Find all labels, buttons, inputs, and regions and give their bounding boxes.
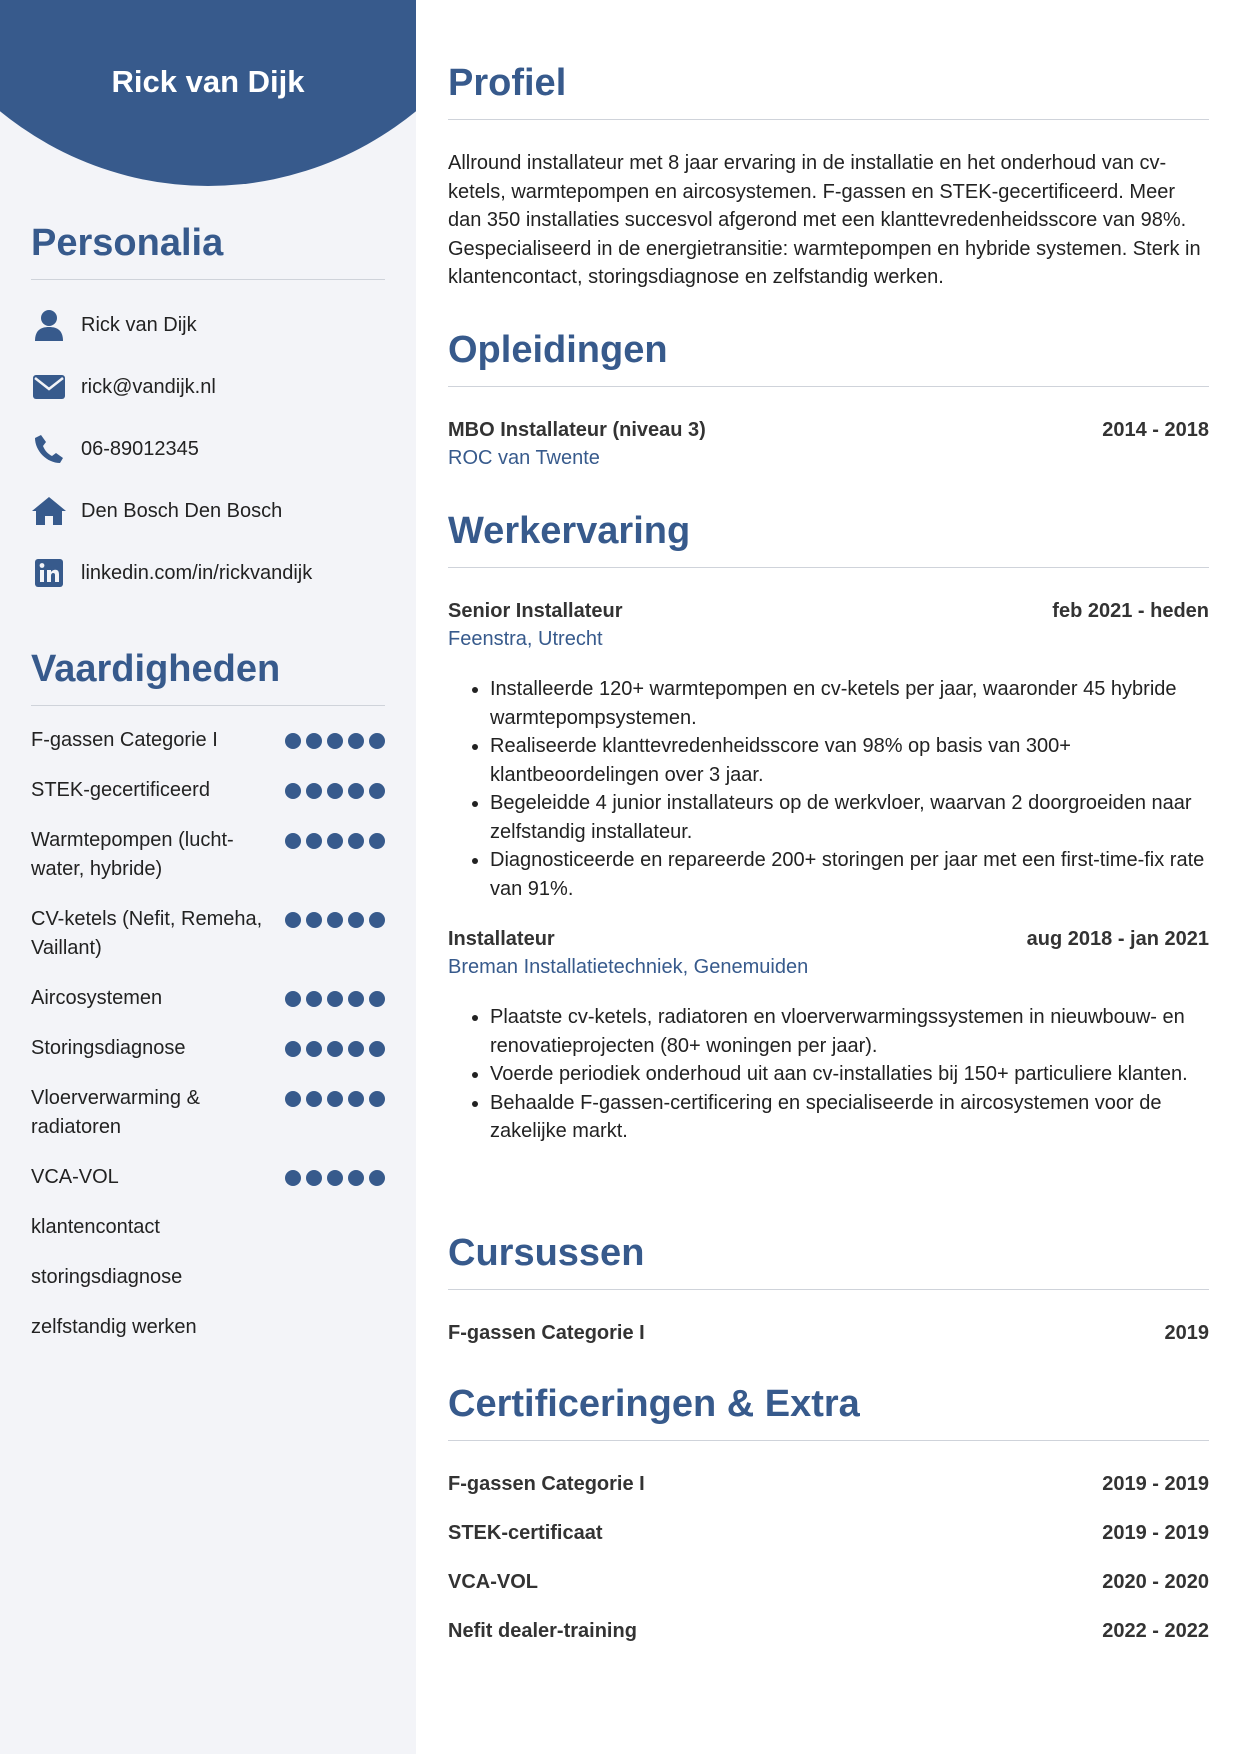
course-row <box>448 1319 1209 1347</box>
rating-dot <box>306 783 322 799</box>
certifications-title: Certificeringen & Extra <box>448 1383 1209 1441</box>
profile-text: Allround installateur met 8 jaar ervaring in de installatie en het onderhoud van cv-ketels, warmtepompen en aircosystemen. F-gassen en STEK-gecertificeerd. Meer dan 350 installaties succesvol afgerond met een klanttevredenheidsscore van 98%. Gespecialiseerd in de energietransitie: warmtepompen en hybride systemen. Sterk in klantencontact, storingsdiagnose en zelfstandig werken. <box>448 152 1201 288</box>
rating-dot <box>348 733 364 749</box>
contact-list <box>31 294 385 604</box>
rating-dot <box>327 783 343 799</box>
education-school: ROC van Twente <box>448 447 600 469</box>
courses-section <box>448 1232 1209 1368</box>
bullet-item: • Installeerde 120+ warmtepompen en cv-ketels per jaar, waaronder 45 hybride warmtepompsystemen. <box>490 675 1209 732</box>
rating-dot <box>327 1091 343 1107</box>
skill-rating <box>285 826 385 849</box>
rating-dot <box>348 1041 364 1057</box>
skill-row <box>31 1034 385 1063</box>
experience-period: aug 2018 - jan 2021 <box>1026 928 1209 950</box>
personalia-section <box>31 222 385 604</box>
bullet-item: • Behaalde F-gassen-certificering en specialiseerde in aircosystemen voor de zakelijke markt. <box>490 1089 1209 1146</box>
experience-section <box>448 510 1209 1146</box>
sidebar <box>0 0 416 1754</box>
courses-title: Cursussen <box>448 1232 1209 1290</box>
skill-rating <box>285 1084 385 1107</box>
skills-section <box>31 648 385 1363</box>
skills-title: Vaardigheden <box>31 648 385 706</box>
rating-dot <box>348 783 364 799</box>
experience-role: Senior Installateur <box>448 600 623 622</box>
rating-dot <box>285 1091 301 1107</box>
certification-period: 2022 - 2022 <box>1102 1620 1209 1642</box>
bullet-item: • Voerde periodiek onderhoud uit aan cv-installaties bij 150+ particuliere klanten. <box>490 1060 1209 1089</box>
bullet-item: • Begeleidde 4 junior installateurs op de werkvloer, waarvan 2 doorgroeiden naar zelfstandig installateur. <box>490 789 1209 846</box>
rating-dot <box>348 1091 364 1107</box>
skill-row <box>31 1084 385 1142</box>
skill-name: klantencontact <box>31 1216 160 1238</box>
skill-name: F-gassen Categorie I <box>31 729 218 751</box>
experience-entry-2 <box>448 925 1209 1146</box>
experience-title: Werkervaring <box>448 510 1209 568</box>
skill-name: zelfstandig werken <box>31 1316 197 1338</box>
home-icon <box>31 493 67 529</box>
education-period: 2014 - 2018 <box>1102 419 1209 441</box>
profile-section <box>448 62 1209 292</box>
rating-dot <box>369 1170 385 1186</box>
rating-dot <box>306 1041 322 1057</box>
skill-row <box>31 726 385 755</box>
education-degree: MBO Installateur (niveau 3) <box>448 419 706 441</box>
contact-phone-row[interactable] <box>31 418 385 480</box>
experience-role: Installateur <box>448 928 555 950</box>
education-entry <box>448 416 1209 472</box>
rating-dot <box>285 1041 301 1057</box>
skill-row <box>31 905 385 963</box>
skill-rating <box>285 905 385 928</box>
contact-phone[interactable]: 06-89012345 <box>81 437 199 460</box>
rating-dot <box>369 733 385 749</box>
rating-dot <box>327 1041 343 1057</box>
certifications-section <box>448 1383 1209 1666</box>
rating-dot <box>327 833 343 849</box>
skill-name: Warmtepompen (lucht-water, hybride) <box>31 829 234 880</box>
rating-dot <box>348 833 364 849</box>
contact-email-row[interactable] <box>31 356 385 418</box>
certification-name: Nefit dealer-training <box>448 1620 637 1642</box>
certification-period: 2019 - 2019 <box>1102 1522 1209 1544</box>
envelope-icon <box>31 369 67 405</box>
skill-rating <box>285 776 385 799</box>
contact-linkedin-row[interactable] <box>31 542 385 604</box>
contact-name: Rick van Dijk <box>81 313 197 336</box>
certification-name: STEK-certificaat <box>448 1522 603 1544</box>
rating-dot <box>327 733 343 749</box>
rating-dot <box>285 912 301 928</box>
rating-dot <box>348 991 364 1007</box>
linkedin-icon <box>31 555 67 591</box>
course-name: F-gassen Categorie I <box>448 1322 645 1344</box>
certification-list <box>448 1470 1209 1645</box>
skill-rating <box>285 726 385 749</box>
rating-dot <box>327 991 343 1007</box>
skill-row <box>31 1163 385 1192</box>
skill-name: Aircosystemen <box>31 987 163 1009</box>
rating-dot <box>348 912 364 928</box>
rating-dot <box>306 912 322 928</box>
rating-dot <box>369 912 385 928</box>
certification-period: 2020 - 2020 <box>1102 1571 1209 1593</box>
skill-name: CV-ketels (Nefit, Remeha, Vaillant) <box>31 908 263 959</box>
contact-name-row <box>31 294 385 356</box>
rating-dot <box>369 833 385 849</box>
bullet-item: • Diagnosticeerde en repareerde 200+ storingen per jaar met een first-time-fix rate van 91%. <box>490 846 1209 903</box>
experience-period: feb 2021 - heden <box>1052 600 1209 622</box>
skill-rating <box>285 1034 385 1057</box>
certification-row <box>448 1617 1209 1645</box>
course-year: 2019 <box>1164 1322 1209 1344</box>
skill-row <box>31 776 385 805</box>
skill-rating <box>285 1163 385 1186</box>
rating-dot <box>327 1170 343 1186</box>
rating-dot <box>369 1091 385 1107</box>
rating-dot <box>306 1170 322 1186</box>
experience-bullets <box>448 1003 1209 1146</box>
skill-row <box>31 1263 385 1292</box>
rating-dot <box>285 833 301 849</box>
personalia-title: Personalia <box>31 222 385 280</box>
rating-dot <box>285 733 301 749</box>
rating-dot <box>306 833 322 849</box>
certification-name: F-gassen Categorie I <box>448 1473 645 1495</box>
experience-entry-1 <box>448 597 1209 903</box>
certification-row <box>448 1568 1209 1596</box>
skill-name: storingsdiagnose <box>31 1266 183 1288</box>
experience-company: Feenstra, Utrecht <box>448 628 603 650</box>
rating-dot <box>306 1091 322 1107</box>
skill-row <box>31 1313 385 1342</box>
skill-list <box>31 726 385 1342</box>
certification-row <box>448 1470 1209 1498</box>
skill-row <box>31 984 385 1013</box>
skill-rating <box>285 984 385 1007</box>
certification-row <box>448 1519 1209 1547</box>
contact-linkedin[interactable]: linkedin.com/in/rickvandijk <box>81 561 313 584</box>
skill-name: Vloerverwarming & radiatoren <box>31 1087 200 1138</box>
certification-name: VCA-VOL <box>448 1571 538 1593</box>
rating-dot <box>306 991 322 1007</box>
rating-dot <box>306 733 322 749</box>
rating-dot <box>285 991 301 1007</box>
rating-dot <box>369 783 385 799</box>
rating-dot <box>285 783 301 799</box>
contact-address: Den Bosch Den Bosch <box>81 499 283 522</box>
rating-dot <box>285 1170 301 1186</box>
experience-bullets <box>448 675 1209 903</box>
experience-company: Breman Installatietechniek, Genemuiden <box>448 956 809 978</box>
education-title: Opleidingen <box>448 329 1209 387</box>
rating-dot <box>369 1041 385 1057</box>
bullet-item: • Realiseerde klanttevredenheidsscore van 98% op basis van 300+ klantbeoordelingen over 3 jaar. <box>490 732 1209 789</box>
education-section <box>448 329 1209 472</box>
skill-name: STEK-gecertificeerd <box>31 779 210 801</box>
rating-dot <box>327 912 343 928</box>
candidate-name: Rick van Dijk <box>111 64 305 99</box>
contact-address-row <box>31 480 385 542</box>
phone-icon <box>31 431 67 467</box>
rating-dot <box>348 1170 364 1186</box>
skill-name: VCA-VOL <box>31 1166 119 1188</box>
skill-row <box>31 826 385 884</box>
skill-row <box>31 1213 385 1242</box>
contact-email[interactable]: rick@vandijk.nl <box>81 375 216 398</box>
bullet-item: • Plaatste cv-ketels, radiatoren en vloerverwarmingssystemen in nieuwbouw- en renovatieprojecten (80+ woningen per jaar). <box>490 1003 1209 1060</box>
person-icon <box>31 307 67 343</box>
profile-title: Profiel <box>448 62 1209 120</box>
certification-period: 2019 - 2019 <box>1102 1473 1209 1495</box>
rating-dot <box>369 991 385 1007</box>
skill-name: Storingsdiagnose <box>31 1037 186 1059</box>
